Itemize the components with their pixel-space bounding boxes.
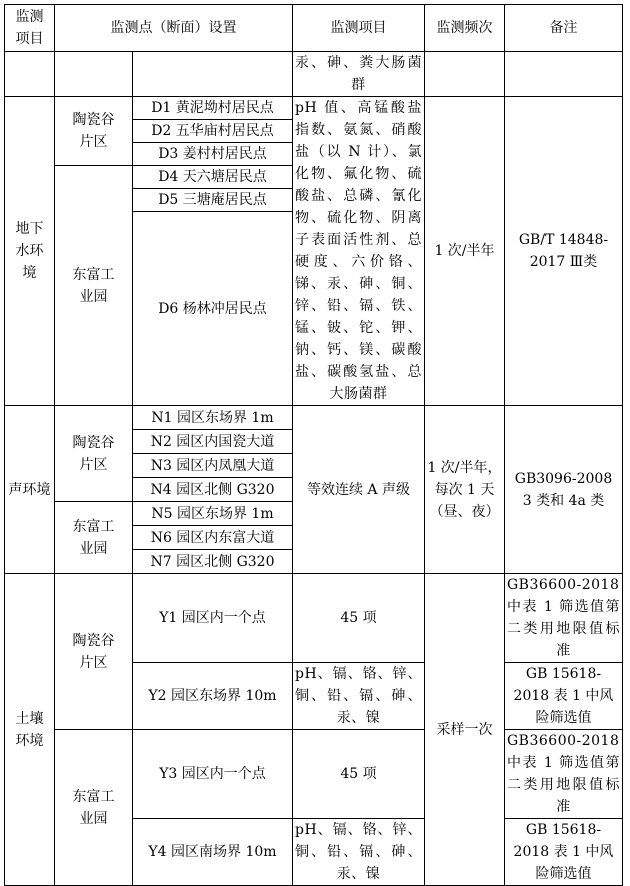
soil-area-1: 陶瓷谷片区 (55, 574, 133, 730)
noise-point: N7 园区北侧 G320 (133, 550, 293, 574)
carry-area (55, 52, 133, 97)
soil-point: Y2 园区东场界 10m (133, 663, 293, 730)
soil-note: GB36600-2018 中表 1 筛选值第二类用地限值标准 (505, 574, 623, 663)
monitoring-table-page (4, 4, 623, 886)
header-param: 监测项目 (293, 5, 425, 52)
soil-param: pH、镉、铬、锌、铜、铅、镉、砷、汞、镍 (293, 819, 425, 886)
table-row (5, 406, 623, 430)
groundwater-point: D5 三塘庵居民点 (133, 189, 293, 212)
carry-row (5, 52, 623, 97)
table-row (5, 730, 623, 819)
header-item: 监测项目 (5, 5, 55, 52)
table-row (5, 97, 623, 120)
table-row (5, 574, 623, 663)
noise-point: N2 园区内国瓷大道 (133, 430, 293, 454)
header-freq: 监测频次 (425, 5, 505, 52)
carry-point (133, 52, 293, 97)
carry-item (5, 52, 55, 97)
monitoring-plan-table (4, 4, 623, 886)
groundwater-freq: 1 次/半年 (425, 97, 505, 406)
soil-point: Y4 园区南场界 10m (133, 819, 293, 886)
carry-param: 汞、砷、粪大肠菌群 (293, 52, 425, 97)
noise-point: N5 园区东场界 1m (133, 502, 293, 526)
groundwater-item: 地下水环境 (5, 97, 55, 406)
header-point: 监测点（断面）设置 (55, 5, 293, 52)
noise-point: N4 园区北侧 G320 (133, 478, 293, 502)
groundwater-point: D6 杨林冲居民点 (133, 212, 293, 406)
noise-param: 等效连续 A 声级 (293, 406, 425, 574)
groundwater-point: D1 黄泥坳村居民点 (133, 97, 293, 120)
groundwater-point: D3 姜村村居民点 (133, 143, 293, 166)
soil-param: 45 项 (293, 730, 425, 819)
groundwater-point: D4 天六塘居民点 (133, 166, 293, 189)
noise-note: GB3096-2008 3 类和 4a 类 (505, 406, 623, 574)
noise-point: N3 园区内凤凰大道 (133, 454, 293, 478)
groundwater-area-2: 东富工业园 (55, 166, 133, 406)
soil-note: GB 15618-2018 表 1 中风险筛选值 (505, 819, 623, 886)
header-row (5, 5, 623, 52)
header-note: 备注 (505, 5, 623, 52)
groundwater-note: GB/T 14848-2017 Ⅲ类 (505, 97, 623, 406)
noise-point: N1 园区东场界 1m (133, 406, 293, 430)
groundwater-point: D2 五华庙村居民点 (133, 120, 293, 143)
soil-note: GB 15618-2018 表 1 中风险筛选值 (505, 663, 623, 730)
soil-param: 45 项 (293, 574, 425, 663)
soil-param: pH、镉、铬、锌、铜、铅、镉、砷、汞、镍 (293, 663, 425, 730)
noise-area-1: 陶瓷谷片区 (55, 406, 133, 502)
groundwater-area-1: 陶瓷谷片区 (55, 97, 133, 166)
carry-note (505, 52, 623, 97)
soil-area-2: 东富工业园 (55, 730, 133, 886)
noise-freq: 1 次/半年，每次 1 天（昼、夜） (425, 406, 505, 574)
soil-freq: 采样一次 (425, 574, 505, 886)
groundwater-param: pH 值、高锰酸盐指数、氨氮、硝酸盐（以 N 计）、氯化物、氟化物、硫酸盐、总磷、氰化物、硫化物、阴离子表面活性剂、总硬度、六价铬、锑、汞、砷、铜、锌、铅、镉、铁、锰、铍、铊、钾、钠、钙、镁、碳酸盐、碳酸氢盐、总大肠菌群 (293, 97, 425, 406)
noise-point: N6 园区内东富大道 (133, 526, 293, 550)
noise-item: 声环境 (5, 406, 55, 574)
noise-area-2: 东富工业园 (55, 502, 133, 574)
soil-point: Y3 园区内一个点 (133, 730, 293, 819)
soil-note: GB36600-2018 中表 1 筛选值第二类用地限值标准 (505, 730, 623, 819)
carry-freq (425, 52, 505, 97)
soil-item: 土壤环境 (5, 574, 55, 886)
soil-point: Y1 园区内一个点 (133, 574, 293, 663)
